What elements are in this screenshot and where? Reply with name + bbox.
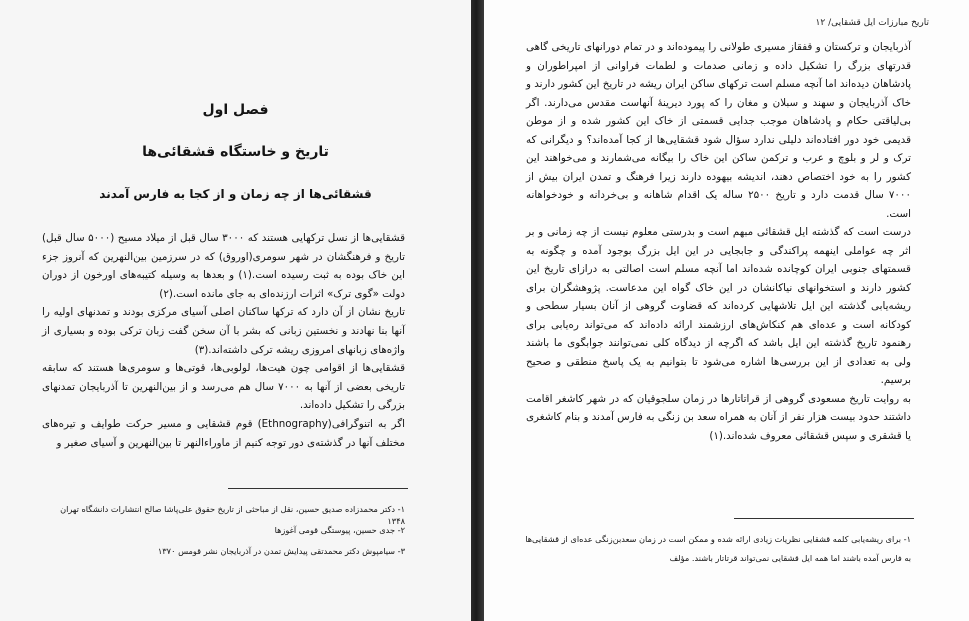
book-spine [471,0,484,621]
footnote-separator [734,518,914,519]
running-header: تاریخ مبارزات ایل قشقایی/ ۱۲ [815,18,929,28]
footnote-block [524,530,911,568]
paragraph: اگر به اتنوگرافی(Ethnography) قوم قشقایی و مسیر حرکت طوایف و تیره‌های مختلف آنها در گذشته‌ی دور توجه کنیم از ماوراءالنهر تا بین‌النهرین و آسیای صغیر و [42,417,406,449]
chapter-title: تاریخ و خاستگاه قشقائی‌ها [142,144,329,160]
footnote: به فارس آمده باشند اما همه ایل قشقایی نمی‌تواند قرتاتار باشند. مؤلف [669,553,911,563]
paragraph: به روایت تاریخ مسعودی گروهی از قراتاتارها در زمان سلجوقیان که در شهر کاشغر اقامت داشتند حدود بیست هزار نفر از آنان به همراه سعد بن زنگی به فارس آمدند و بنام کاشغری یا قشقری و سپس قشقائی معروف شده‌اند.(۱) [526,392,911,442]
footnote-separator [228,488,408,489]
chapter-number: فصل اول [202,102,269,118]
paragraph: قشقایی‌ها از نسل ترکهایی هستند که ۳۰۰۰ سال قبل از میلاد مسیح (۵۰۰۰ سال قبل) تاریخ و فرهنگشان در شهر سومری(اوروق) که در سرزمین بین‌النهرین که آنروز جزء این خاک بوده به ثبت رسیده است.(۱) و بعدها به وسیله کتیبه‌های اورخون از دوران دولت «گوی ترک» اثرات ارزنده‌ای به جای مانده است.(۲) [42,232,405,300]
paragraph: تاریخ نشان از آن دارد که ترکها ساکنان اصلی آسیای مرکزی بودند و تمدنهای اولیه را آنها بنا نهادند و نخستین زبانی که بشر با آن سخن گفت زبان ترکی بوده و بسیاری از واژه‌های زبانهای امروزی ریشه ترکی داشته‌اند.(۳) [42,306,405,356]
section-title: قشقائی‌ها از چه زمان و از کجا به فارس آمدند [99,187,372,201]
paragraph: آذربایجان و ترکستان و قفقاز مسیری طولانی را پیموده‌اند و در تمام دورانهای تاریخی گاهی قدرتهای بزرگ را تشکیل داده و زمانی صدمات و لطمات فراوانی از امپراطوران و پادشاهان دیده‌اند اما آنچه مسلم است ترکهای ساکن ایران ریشه در تاریخ این کشور دارند و خاک آذربایجان و سهند و سبلان و مغان را که پورد دیرینهٔ آنهاست مقدس می‌دارند. اگر بی‌لیاقتی حکام و پادشاهان موجب جدایی قسمتی از خاک این کشور شده و از موطن قدیمی خود دور افتاده‌اند دلیلی ندارد سؤال شود قشقایی‌ها از کجا آمده‌اند؟ و دیگرانی که ترک و لر و بلوچ و عرب و ترکمن ساکن این خاک را بیگانه می‌شمارند و می‌خواهند این کشور را به خود اختصاص دهند، اندیشه بیهوده دارند زیرا فرهنگ و تمدن ایران بیش از ۷۰۰۰ سال قدمت دارد و تاریخ ۲۵۰۰ ساله یک اقدام شاهانه و بی‌خردانه و خودخواهانه است. [526,41,911,220]
footnote: ۱- برای ریشه‌یابی کلمه قشقایی نظریات زیادی ارائه شده و ممکن است در زمان سعدبن‌زنگی عده‌ای از قشقایی‌ها [525,534,911,544]
footnote: ۳- سیامپوش دکتر محمدتقی پیدایش تمدن در آذربایجان نشر قومس ۱۳۷۰ [157,546,405,556]
right-page [484,0,969,621]
footnote: ۲- جدی حسین، پیوستگی قومی آغوزها [274,525,405,535]
left-body-text [42,229,405,452]
left-page [0,0,471,621]
paragraph: قشقایی‌ها از اقوامی چون هیت‌ها، لولوبی‌ها، قوتی‌ها و سومری‌ها هستند که سابقه تاریخی بعضی از آنها به ۷۰۰۰ سال هم می‌رسد و از بین‌النهرین تا آذربایجان تمدنهای بزرگی را تشکیل داده‌اند. [42,362,405,412]
right-body-text [526,38,911,445]
paragraph: درست است که گذشته ایل قشقائی مبهم است و بدرستی معلوم نیست از چه زمانی و بر اثر چه عواملی اینهمه پراکندگی و جابجایی در این ایل بزرگ بوجود آمده و چگونه به قسمتهای جنوبی ایران کوچانده شده‌اند اما آنچه مسلم است اصالتی به درازای تاریخ این کشور دارند و استخوانهای نیاکانشان در این خاک گواه این مدعاست. پژوهشگران برای ریشه‌یابی گذشته این ایل تلاشهایی کرده‌اند که قضاوت گروهی از آنان بسیار سطحی و کودکانه است و عده‌ای هم کنکاش‌های ارزشمند ارائه داده‌اند که می‌تواند ره‌یابی برای رهنمود تاریخ گذشته این ایل باشد که اگرچه از دیدگاه کلی نمی‌توانند جوابگوی ما باشند ولی به تعدادی از این بررسی‌ها اشاره می‌شود تا بتوانیم به یک پاسخ منطقی و صحیح برسیم. [526,226,911,386]
footnote: ۱- دکتر محمدزاده صدیق حسین، نقل از مباحثی از تاریخ حقوق علی‌پاشا صالح انتشارات دانشگاه تهران ۱۳۴۸ [60,504,405,526]
